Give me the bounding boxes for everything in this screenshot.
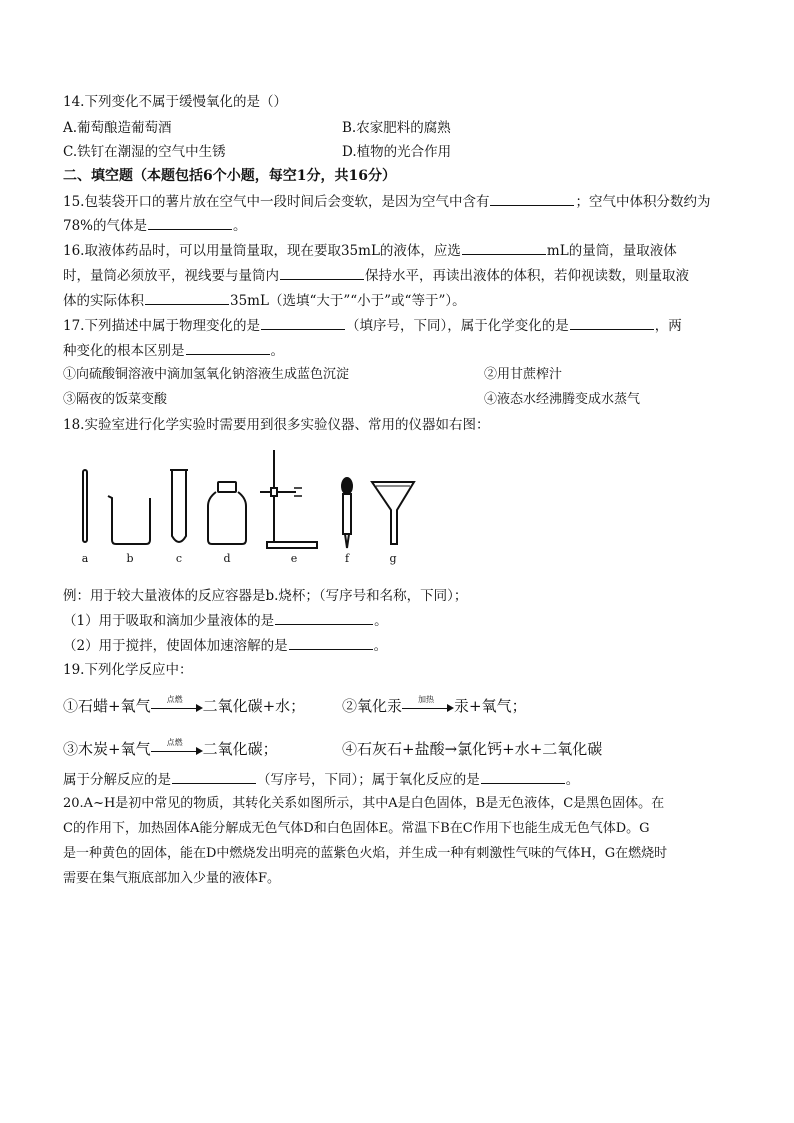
r2-left: ②氧化汞 bbox=[342, 697, 403, 715]
q19-answer-line bbox=[63, 770, 579, 789]
q16-text-1b: mL的量筒，量取液体 bbox=[546, 243, 677, 259]
q18-blank-1[interactable] bbox=[275, 611, 373, 625]
label-a: a bbox=[81, 552, 89, 565]
r3-right: 二氧化碳； bbox=[202, 740, 278, 758]
q16-text-3b: 35mL（选填“大于”“小于”或“等于”）。 bbox=[230, 293, 466, 309]
q17-item-2: ②用甘蔗榨汁 bbox=[484, 367, 563, 382]
q16-text-1a: 16.取液体药品时，可以用量筒量取，现在要取35mL的液体，应选 bbox=[63, 243, 461, 259]
q18-sub1-end: 。 bbox=[374, 613, 388, 629]
r1-right: 二氧化碳+水； bbox=[202, 697, 306, 715]
q19-reaction-3 bbox=[63, 739, 278, 759]
q18-stem: 18.实验室进行化学实验时需要用到很多实验仪器、常用的仪器如右图： bbox=[63, 417, 490, 433]
q17-blank-3[interactable] bbox=[186, 341, 270, 355]
q19-blank-1[interactable] bbox=[172, 770, 256, 784]
reagent-bottle-icon bbox=[208, 482, 246, 544]
q15-line1 bbox=[63, 192, 710, 211]
q17-text-1c: ，两 bbox=[654, 318, 682, 334]
q18-sub2 bbox=[63, 636, 387, 655]
test-tube-icon bbox=[170, 470, 188, 542]
label-f: f bbox=[344, 552, 350, 565]
q14-option-b: B.农家肥料的腐熟 bbox=[342, 120, 451, 136]
q17-line2 bbox=[63, 341, 284, 360]
label-b: b bbox=[126, 552, 134, 565]
q15-text-1a: 15.包装袋开口的薯片放在空气中一段时间后会变软，是因为空气中含有 bbox=[63, 194, 490, 210]
q16-blank-2[interactable] bbox=[280, 266, 364, 280]
q14-stem: 14.下列变化不属于缓慢氧化的是（） bbox=[63, 94, 287, 110]
q19-reaction-2 bbox=[342, 696, 527, 716]
q16-text-3a: 体的实际体积 bbox=[63, 293, 144, 309]
q17-blank-2[interactable] bbox=[570, 316, 654, 330]
q16-line1 bbox=[63, 241, 677, 260]
q15-blank-1[interactable] bbox=[490, 192, 574, 206]
reaction-arrow-icon bbox=[151, 738, 203, 757]
iron-stand-icon bbox=[260, 450, 317, 548]
label-e: e bbox=[290, 552, 298, 565]
q16-text-2b: 保持水平，再读出液体的体积，若仰视读数，则量取液 bbox=[365, 268, 689, 284]
q17-text-1a: 17.下列描述中属于物理变化的是 bbox=[63, 318, 260, 334]
q19-ans-b: （写序号，下同）；属于氧化反应的是 bbox=[257, 772, 480, 788]
r1-condition: 点燃 bbox=[166, 695, 183, 704]
q15-text-1b: ；空气中体积分数约为 bbox=[575, 194, 711, 210]
q18-example: 例：用于较大量液体的反应容器是b.烧杯；（写序号和名称，下同）； bbox=[63, 588, 468, 604]
q15-text-2b: 。 bbox=[233, 218, 247, 234]
r3-condition: 点燃 bbox=[166, 738, 183, 747]
q16-line3 bbox=[63, 291, 466, 310]
q20-line-1: 20.A~H是初中常见的物质，其转化关系如图所示，其中A是白色固体，B是无色液体，C是黑色固体。在 bbox=[63, 796, 665, 811]
q17-item-1: ①向硫酸铜溶液中滴加氢氧化钠溶液生成蓝色沉淀 bbox=[63, 367, 350, 382]
q20-line-4: 需要在集气瓶底部加入少量的液体F。 bbox=[63, 871, 281, 886]
q17-text-1b: （填序号，下同），属于化学变化的是 bbox=[345, 318, 569, 334]
q18-sub1-text: （1）用于吸取和滴加少量液体的是 bbox=[63, 613, 275, 629]
q19-blank-2[interactable] bbox=[481, 770, 565, 784]
q15-blank-2[interactable] bbox=[148, 216, 232, 230]
q16-blank-3[interactable] bbox=[145, 291, 229, 305]
funnel-icon bbox=[372, 482, 414, 544]
q16-line2 bbox=[63, 266, 689, 285]
q18-blank-2[interactable] bbox=[289, 636, 373, 650]
q19-reaction-4: ④石灰石+盐酸→氯化钙+水+二氧化碳 bbox=[342, 740, 603, 758]
q20-line-2: C的作用下，加热固体A能分解成无色气体D和白色固体E。常温下B在C作用下也能生成无色气体D。G bbox=[63, 821, 650, 836]
q16-text-2a: 时，量筒必须放平，视线要与量筒内 bbox=[63, 268, 279, 284]
q14-option-a: A.葡萄酿造葡萄酒 bbox=[63, 120, 172, 136]
q19-stem: 19.下列化学反应中： bbox=[63, 662, 193, 678]
q17-blank-1[interactable] bbox=[261, 316, 345, 330]
q17-item-3: ③隔夜的饭菜变酸 bbox=[63, 392, 168, 407]
r2-condition: 加热 bbox=[418, 695, 435, 704]
q18-sub2-text: （2）用于搅拌，使固体加速溶解的是 bbox=[63, 638, 288, 654]
r1-left: ①石蜡+氧气 bbox=[63, 697, 151, 715]
q19-ans-c: 。 bbox=[565, 772, 580, 788]
q16-blank-1[interactable] bbox=[462, 241, 546, 255]
r2-right: 汞+氧气； bbox=[454, 697, 527, 715]
r3-left: ③木炭+氧气 bbox=[63, 740, 151, 758]
beaker-icon bbox=[108, 496, 150, 544]
q18-sub1 bbox=[63, 611, 388, 630]
q14-option-c: C.铁钉在潮湿的空气中生锈 bbox=[63, 144, 226, 160]
q19-reaction-1 bbox=[63, 696, 305, 716]
glass-rod-icon bbox=[83, 470, 87, 542]
q19-ans-a: 属于分解反应的是 bbox=[63, 772, 171, 788]
reaction-arrow-icon bbox=[402, 695, 454, 714]
q17-item-4: ④液态水经沸腾变成水蒸气 bbox=[484, 392, 641, 407]
dropper-icon bbox=[342, 478, 352, 548]
q17-text-2b: 。 bbox=[270, 343, 284, 359]
lab-instruments-figure bbox=[70, 448, 420, 568]
label-d: d bbox=[223, 552, 231, 565]
label-c: c bbox=[175, 552, 183, 565]
reaction-arrow-icon bbox=[151, 695, 203, 714]
q15-line2 bbox=[63, 216, 247, 235]
q14-option-d: D.植物的光合作用 bbox=[342, 144, 452, 160]
q20-line-3: 是一种黄色的固体，能在D中燃烧发出明亮的蓝紫色火焰，并生成一种有刺激性气味的气体H，G在燃烧时 bbox=[63, 846, 668, 861]
section-heading: 二、填空题（本题包括6个小题，每空1分，共16分） bbox=[63, 168, 396, 184]
q18-sub2-end: 。 bbox=[373, 638, 388, 654]
label-g: g bbox=[389, 552, 397, 565]
q17-text-2a: 种变化的根本区别是 bbox=[63, 343, 185, 359]
q15-text-2a: 78%的气体是 bbox=[63, 218, 148, 234]
q17-line1 bbox=[63, 316, 682, 335]
